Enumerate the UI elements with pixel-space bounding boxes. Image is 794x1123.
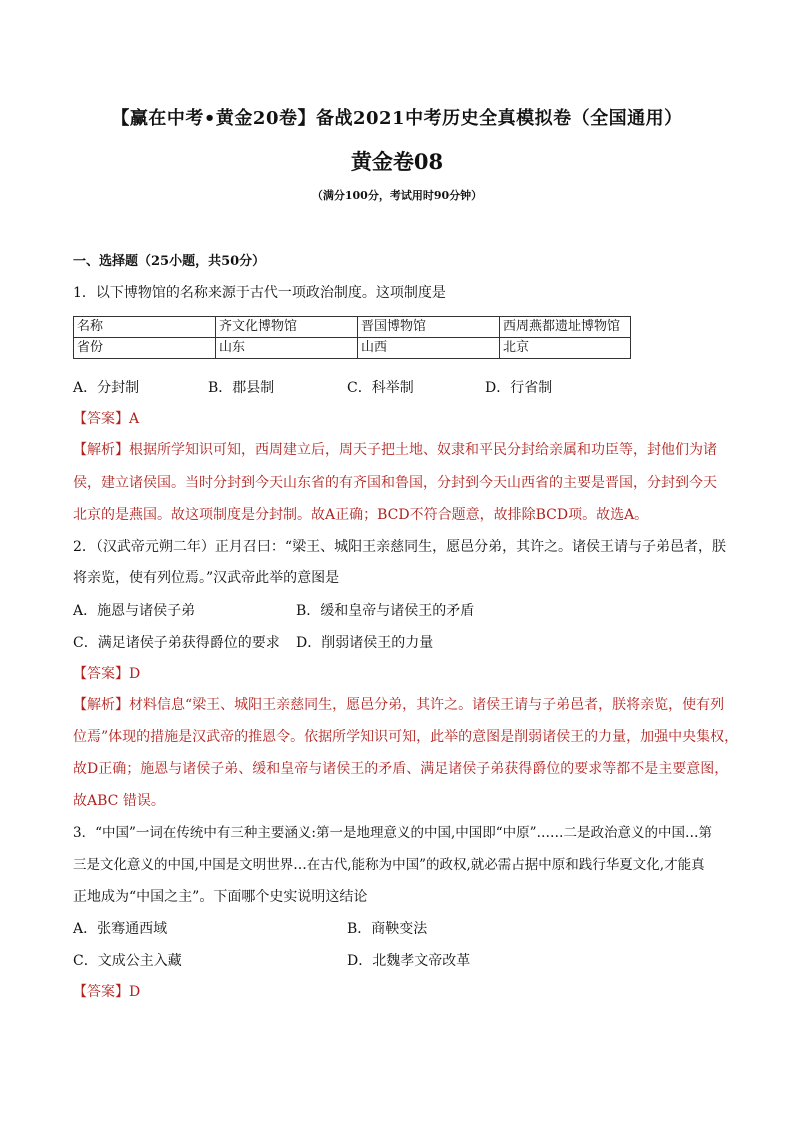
table-cell: 晋国博物馆 — [358, 317, 500, 338]
q1-analysis-line: 北京的是燕国。故这项制度是分封制。故A正确；BCD不符合题意，故排除BCD项。故选A。 — [73, 507, 649, 523]
table-cell: 山西 — [358, 338, 500, 359]
analysis-text: 材料信息“梁王、城阳王亲慈同生，愿邑分弟，其许之。诸侯王请与子弟邑者，朕将亲览，使有列 — [129, 697, 725, 713]
q1-option-c: C．科举制 — [347, 380, 414, 396]
answer-label: 【答案】 — [73, 666, 129, 682]
q3-option-c: C．文成公主入藏 — [73, 953, 182, 969]
q3-stem-line: 三是文化意义的中国,中国是文明世界…在古代,能称为中国”的政权,就必需占据中原和践行华夏文化,才能真 — [73, 857, 705, 873]
museum-table — [73, 316, 631, 359]
q1-analysis-line: 侯，建立诸侯国。当时分封到今天山东省的有齐国和鲁国，分封到今天山西省的主要是晋国，分封到今天 — [73, 475, 717, 491]
answer-value: D — [129, 666, 141, 682]
q2-answer — [73, 664, 733, 684]
table-cell: 山东 — [216, 338, 358, 359]
q3-answer — [73, 982, 733, 1002]
q2-option-d: D．削弱诸侯王的力量 — [296, 635, 434, 651]
q1-stem: 1．以下博物馆的名称来源于古代一项政治制度。这项制度是 — [73, 285, 446, 301]
answer-value: A — [129, 411, 140, 427]
q2-option-b: B．缓和皇帝与诸侯王的矛盾 — [296, 603, 475, 619]
q1-option-d: D．行省制 — [485, 380, 553, 396]
analysis-text: 根据所学知识可知，西周建立后，周天子把土地、奴隶和平民分封给亲属和功臣等，封他们为诸 — [129, 442, 717, 458]
answer-value: D — [129, 984, 141, 1000]
table-cell: 北京 — [500, 338, 631, 359]
q3-option-a: A．张骞通西域 — [73, 921, 168, 937]
analysis-label: 【解析】 — [73, 442, 129, 458]
section-title: 一、选择题（25小题，共50分） — [73, 254, 266, 269]
answer-label: 【答案】 — [73, 984, 129, 1000]
q2-analysis-line: 位焉”体现的措施是汉武帝的推恩令。依据所学知识可知，此举的意图是削弱诸侯王的力量，加强中央集权， — [73, 729, 739, 745]
table-cell: 西周燕都遗址博物馆 — [500, 317, 631, 338]
table-cell: 省份 — [74, 338, 216, 359]
exam-title: 【赢在中考•黄金20卷】备战2021中考历史全真模拟卷（全国通用） — [111, 108, 683, 129]
table-row — [74, 317, 631, 338]
exam-note: （满分100分，考试用时90分钟） — [311, 189, 483, 202]
q1-answer — [73, 409, 733, 429]
q3-option-d: D．北魏孝文帝改革 — [347, 953, 471, 969]
q3-option-b: B．商鞅变法 — [347, 921, 428, 937]
table-cell: 齐文化博物馆 — [216, 317, 358, 338]
q2-option-a: A．施恩与诸侯子弟 — [73, 603, 196, 619]
table-row — [74, 338, 631, 359]
q1-option-b: B．郡县制 — [208, 380, 275, 396]
q2-stem-line: 2．（汉武帝元朔二年）正月召曰：“梁王、城阳王亲慈同生，愿邑分弟，其许之。诸侯王请与子弟邑者，朕 — [73, 539, 727, 555]
table-cell: 名称 — [74, 317, 216, 338]
q1-option-a: A．分封制 — [73, 380, 140, 396]
q1-analysis-line — [73, 440, 733, 460]
q2-analysis-line: 故D正确；施恩与诸侯子弟、缓和皇帝与诸侯王的矛盾、满足诸侯子弟获得爵位的要求等都不是主要意图， — [73, 761, 729, 777]
answer-label: 【答案】 — [73, 411, 129, 427]
q3-stem-line: 正地成为“中国之主”。下面哪个史实说明这结论 — [73, 889, 368, 905]
q2-stem-line: 将亲览，使有列位焉。”汉武帝此举的意图是 — [73, 570, 340, 586]
q2-analysis-line — [73, 695, 733, 715]
q2-analysis-line: 故ABC 错误。 — [73, 793, 165, 809]
analysis-label: 【解析】 — [73, 697, 129, 713]
q3-stem-line: 3．“中国”一词在传统中有三种主要涵义:第一是地理意义的中国,中国即“中原”……二是政治意义的中国…第 — [73, 825, 713, 841]
q2-option-c: C．满足诸侯子弟获得爵位的要求 — [73, 635, 280, 651]
exam-subtitle: 黄金卷08 — [350, 149, 444, 174]
